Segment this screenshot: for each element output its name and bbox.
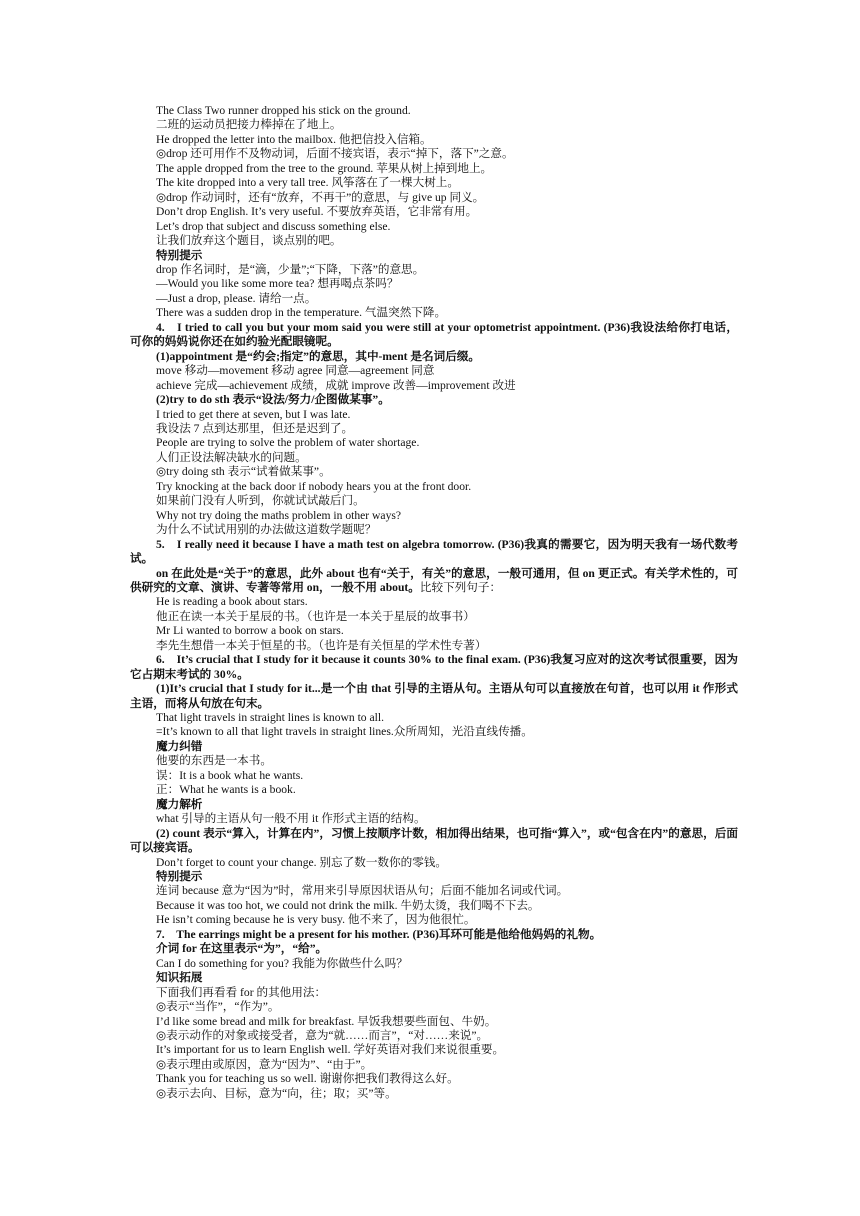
section-heading: 特别提示 <box>156 870 203 884</box>
example-sentence: That light travels in straight lines is known to all. <box>156 711 384 725</box>
point-5-heading: 5. I really need it because I have a math test on algebra tomorrow. (P36)我真的需要它，因为明天我有一场代数考试。 <box>130 537 738 566</box>
example-sentence: Don’t forget to count your change. 别忘了数一数你的零钱。 <box>156 855 447 869</box>
example-sentence: He dropped the letter into the mailbox. 他把信投入信箱。 <box>156 132 432 146</box>
example-sentence: He isn’t coming because he is very busy. 他不来了，因为他很忙。 <box>156 913 476 927</box>
point-6-subpoint-2: (2) count 表示“算入，计算在内”，习惯上按顺序计数，相加得出结果，也可指“算入”，或“包含在内”的意思，后面可以接宾语。 <box>130 826 738 855</box>
usage-note: 连词 because 意为“因为”时，常用来引导原因状语从句；后面不能加名词或代词。 <box>156 884 569 898</box>
example-sentence: The kite dropped into a very tall tree. 风筝落在了一棵大树上。 <box>156 176 459 190</box>
correct-example: 正：What he wants is a book. <box>156 783 296 797</box>
example-sentence: He is reading a book about stars. <box>156 595 308 609</box>
translation: 如果前门没有人听到，你就试试敲后门。 <box>156 494 365 508</box>
dialogue-line: —Just a drop, please. 请给一点。 <box>156 291 317 305</box>
usage-note: ◎drop 作动词时，还有“放弃，不再干”的意思，与 give up 同义。 <box>156 190 485 204</box>
usage-note: ◎表示去向、目标，意为“向，往；取；买”等。 <box>156 1086 397 1100</box>
usage-note: ◎drop 还可用作不及物动词，后面不接宾语，表示“掉下，落下”之意。 <box>156 147 514 161</box>
example-sentence: =It’s known to all that light travels in straight lines.众所周知，光沿直线传播。 <box>156 725 533 739</box>
point-6-heading: 6. It’s crucial that I study for it because it counts 30% to the final exam. (P36)我复习应对的这次考试很重要，因为它占期末考试的 30%。 <box>130 653 738 681</box>
word-pair-list: move 移动—movement 移动 agree 同意—agreement 同意 <box>156 364 435 378</box>
example-sentence: Let’s drop that subject and discuss something else. <box>156 219 391 233</box>
example-sentence: There was a sudden drop in the temperature. 气温突然下降。 <box>156 306 447 320</box>
translation: 李先生想借一本关于恒星的书。（也许是有关恒星的学术性专著） <box>156 638 487 652</box>
example-sentence: Because it was too hot, we could not drink the milk. 牛奶太烫，我们喝不下去。 <box>156 898 540 912</box>
usage-note: 下面我们再看看 for 的其他用法： <box>156 985 327 999</box>
subpoint-heading: 介词 for 在这里表示“为”，“给”。 <box>156 942 328 956</box>
dialogue-line: —Would you like some more tea? 想再喝点茶吗？ <box>156 277 399 291</box>
translation: 人们正设法解决缺水的问题。 <box>156 450 307 464</box>
example-sentence: Try knocking at the back door if nobody hears you at the front door. <box>156 479 472 493</box>
example-sentence: The Class Two runner dropped his stick on the ground. <box>156 104 411 117</box>
usage-note: what 引导的主语从句一般不用 it 作形式主语的结构。 <box>156 812 426 826</box>
example-sentence: I’d like some bread and milk for breakfast. 早饭我想要些面包、牛奶。 <box>156 1014 497 1028</box>
point-4-heading: 4. I tried to call you but your mom said you were still at your optometrist appointment. (P36)我设法给你打电话，可你的妈妈说你还在如约验光配眼镜呢。 <box>130 320 738 349</box>
example-sentence: People are trying to solve the problem of water shortage. <box>156 436 420 450</box>
example-sentence: Mr Li wanted to borrow a book on stars. <box>156 624 344 638</box>
explanation-bold: on 在此处是“关于”的意思，此外 about 也有“关于，有关”的意思，一般可通用，但 on 更正式。有关学术性的，可供研究的文章、演讲、专著等常用 on，一般不用 about。 <box>130 566 738 594</box>
usage-note: ◎表示理由或原因，意为“因为”、“由于”。 <box>156 1057 373 1071</box>
explanation-tail: 比较下列句子： <box>419 580 502 594</box>
example-sentence: Don’t drop English. It’s very useful. 不要放弃英语，它非常有用。 <box>156 205 478 219</box>
example-sentence: Can I do something for you? 我能为你做些什么吗？ <box>156 956 408 970</box>
document-page <box>130 104 738 1101</box>
translation: 为什么不试试用别的办法做这道数学题呢？ <box>156 523 377 537</box>
translation: 二班的运动员把接力棒掉在了地上。 <box>156 118 342 132</box>
translation: 让我们放弃这个题目，谈点别的吧。 <box>156 234 342 248</box>
usage-note: drop 作名词时，是“滴，少量”;“下降，下落”的意思。 <box>156 262 425 276</box>
example-sentence: Why not try doing the maths problem in other ways? <box>156 508 402 522</box>
example-sentence: The apple dropped from the tree to the ground. 苹果从树上掉到地上。 <box>156 161 493 175</box>
usage-note: ◎表示动作的对象或接受者，意为“就……而言”，“对……来说”。 <box>156 1029 489 1042</box>
subpoint-heading: (2)try to do sth 表示“设法/努力/企图做某事”。 <box>156 393 390 407</box>
usage-note: ◎try doing sth 表示“试着做某事”。 <box>156 465 331 479</box>
usage-note: ◎表示“当作”，“作为”。 <box>156 1000 280 1014</box>
wrong-example: 误：It is a book what he wants. <box>156 768 304 782</box>
subpoint-heading: (1)appointment 是“约会;指定”的意思，其中-ment 是名词后缀。 <box>156 349 480 363</box>
section-heading: 魔力解析 <box>156 797 203 811</box>
point-5-explanation <box>130 567 738 596</box>
example-sentence: It’s important for us to learn English well. 学好英语对我们来说很重要。 <box>156 1043 505 1057</box>
section-heading: 魔力纠错 <box>156 739 203 753</box>
translation: 他正在读一本关于星辰的书。（也许是一本关于星辰的故事书） <box>156 609 475 623</box>
word-pair-list: achieve 完成—achievement 成绩，成就 improve 改善—improvement 改进 <box>156 378 516 392</box>
point-6-subpoint-1: (1)It’s crucial that I study for it...是一个由 that 引导的主语从句。主语从句可以直接放在句首，也可以用 it 作形式主语，而将从句放在句末。 <box>130 682 738 710</box>
example-sentence: I tried to get there at seven, but I was late. <box>156 407 351 421</box>
example-sentence: Thank you for teaching us so well. 谢谢你把我们教得这么好。 <box>156 1072 459 1086</box>
translation: 我设法 7 点到达那里，但还是迟到了。 <box>156 421 354 435</box>
section-heading: 特别提示 <box>156 248 203 262</box>
translation: 他要的东西是一本书。 <box>156 754 272 768</box>
point-7-heading: 7. The earrings might be a present for his mother. (P36)耳环可能是他给他妈妈的礼物。 <box>156 927 602 941</box>
section-heading: 知识拓展 <box>156 971 203 985</box>
